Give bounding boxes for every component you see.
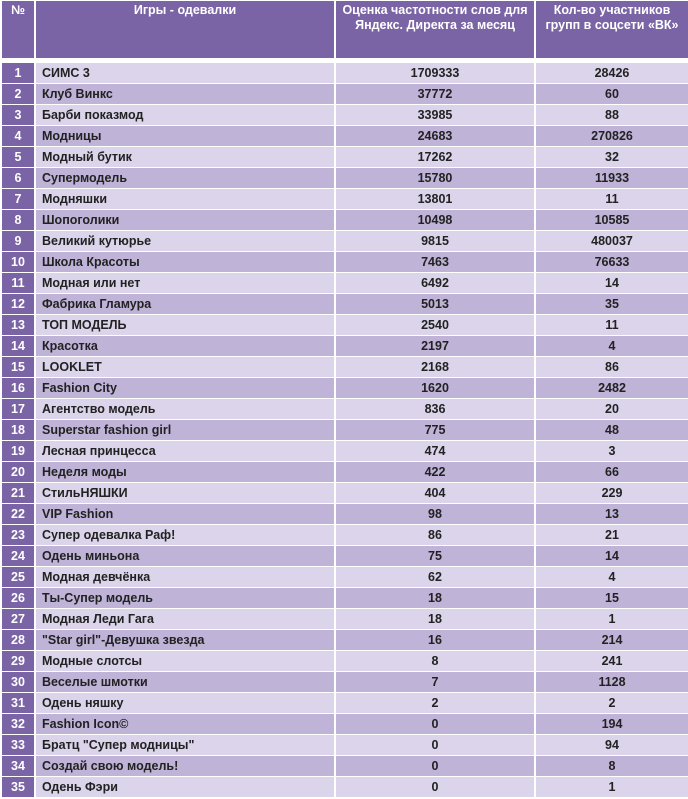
- frequency-value: 2540: [336, 315, 534, 335]
- row-number: 9: [2, 231, 34, 251]
- game-name: Супермодель: [36, 168, 334, 188]
- frequency-value: 775: [336, 420, 534, 440]
- game-name: Модная или нет: [36, 273, 334, 293]
- row-number: 28: [2, 630, 34, 650]
- frequency-value: 0: [336, 714, 534, 734]
- vk-members-value: 14: [536, 273, 688, 293]
- row-number: 25: [2, 567, 34, 587]
- row-number: 21: [2, 483, 34, 503]
- game-name: Шопоголики: [36, 210, 334, 230]
- row-number: 23: [2, 525, 34, 545]
- frequency-value: 8: [336, 651, 534, 671]
- header-frequency: Оценка частотности слов для Яндекс. Директа за месяц: [336, 1, 534, 58]
- game-name: Одень Фэри: [36, 777, 334, 797]
- table-row: [2, 651, 688, 671]
- game-name: Ты-Супер модель: [36, 588, 334, 608]
- row-number: 19: [2, 441, 34, 461]
- frequency-value: 0: [336, 777, 534, 797]
- table-row: [2, 420, 688, 440]
- row-number: 29: [2, 651, 34, 671]
- table-row: [2, 693, 688, 713]
- vk-members-value: 66: [536, 462, 688, 482]
- game-name: Модная девчёнка: [36, 567, 334, 587]
- vk-members-value: 214: [536, 630, 688, 650]
- row-number: 1: [2, 63, 34, 83]
- frequency-value: 1620: [336, 378, 534, 398]
- table-row: [2, 546, 688, 566]
- row-number: 27: [2, 609, 34, 629]
- game-name: Красотка: [36, 336, 334, 356]
- frequency-value: 7: [336, 672, 534, 692]
- frequency-value: 7463: [336, 252, 534, 272]
- game-name: Одень миньона: [36, 546, 334, 566]
- table-row: [2, 483, 688, 503]
- game-name: СИМС 3: [36, 63, 334, 83]
- frequency-value: 24683: [336, 126, 534, 146]
- table-row: [2, 210, 688, 230]
- table-row: [2, 399, 688, 419]
- table-row: [2, 735, 688, 755]
- row-number: 22: [2, 504, 34, 524]
- vk-members-value: 241: [536, 651, 688, 671]
- row-number: 2: [2, 84, 34, 104]
- vk-members-value: 1: [536, 609, 688, 629]
- vk-members-value: 3: [536, 441, 688, 461]
- vk-members-value: 28426: [536, 63, 688, 83]
- row-number: 3: [2, 105, 34, 125]
- row-number: 33: [2, 735, 34, 755]
- game-name: LOOKLET: [36, 357, 334, 377]
- table-body: [2, 63, 688, 797]
- frequency-value: 404: [336, 483, 534, 503]
- vk-members-value: 76633: [536, 252, 688, 272]
- game-name: Школа Красоты: [36, 252, 334, 272]
- vk-members-value: 4: [536, 567, 688, 587]
- frequency-value: 98: [336, 504, 534, 524]
- game-name: Модная Леди Гага: [36, 609, 334, 629]
- table-row: [2, 777, 688, 797]
- table-row: [2, 441, 688, 461]
- table-row: [2, 609, 688, 629]
- frequency-value: 0: [336, 756, 534, 776]
- row-number: 6: [2, 168, 34, 188]
- table-row: [2, 315, 688, 335]
- table-row: [2, 168, 688, 188]
- row-number: 13: [2, 315, 34, 335]
- vk-members-value: 4: [536, 336, 688, 356]
- game-name: Fashion City: [36, 378, 334, 398]
- game-name: Супер одевалка Раф!: [36, 525, 334, 545]
- table-row: [2, 462, 688, 482]
- table-row: [2, 252, 688, 272]
- vk-members-value: 11: [536, 189, 688, 209]
- game-name: Веселые шмотки: [36, 672, 334, 692]
- table-row: [2, 588, 688, 608]
- row-number: 17: [2, 399, 34, 419]
- vk-members-value: 48: [536, 420, 688, 440]
- vk-members-value: 14: [536, 546, 688, 566]
- game-name: Создай свою модель!: [36, 756, 334, 776]
- vk-members-value: 10585: [536, 210, 688, 230]
- table-row: [2, 630, 688, 650]
- frequency-value: 2197: [336, 336, 534, 356]
- row-number: 15: [2, 357, 34, 377]
- row-number: 26: [2, 588, 34, 608]
- frequency-value: 6492: [336, 273, 534, 293]
- frequency-value: 17262: [336, 147, 534, 167]
- game-name: Фабрика Гламура: [36, 294, 334, 314]
- vk-members-value: 229: [536, 483, 688, 503]
- frequency-value: 0: [336, 735, 534, 755]
- vk-members-value: 35: [536, 294, 688, 314]
- table-row: [2, 294, 688, 314]
- game-name: Superstar fashion girl: [36, 420, 334, 440]
- frequency-value: 474: [336, 441, 534, 461]
- game-name: Модный бутик: [36, 147, 334, 167]
- frequency-value: 2168: [336, 357, 534, 377]
- header-num: №: [2, 1, 34, 58]
- row-number: 16: [2, 378, 34, 398]
- table-row: [2, 84, 688, 104]
- game-name: Барби показмод: [36, 105, 334, 125]
- row-number: 34: [2, 756, 34, 776]
- table-row: [2, 714, 688, 734]
- game-name: Модницы: [36, 126, 334, 146]
- vk-members-value: 13: [536, 504, 688, 524]
- header-vk-members: Кол-во участников групп в соцсети «ВК»: [536, 1, 688, 58]
- game-name: Лесная принцесса: [36, 441, 334, 461]
- frequency-value: 1709333: [336, 63, 534, 83]
- row-number: 11: [2, 273, 34, 293]
- frequency-value: 18: [336, 588, 534, 608]
- game-name: Fashion Icon©: [36, 714, 334, 734]
- game-name: Одень няшку: [36, 693, 334, 713]
- row-number: 8: [2, 210, 34, 230]
- table-row: [2, 105, 688, 125]
- header-name: Игры - одевалки: [36, 1, 334, 58]
- game-name: Модные слотсы: [36, 651, 334, 671]
- row-number: 4: [2, 126, 34, 146]
- header-row: [2, 1, 688, 58]
- vk-members-value: 2482: [536, 378, 688, 398]
- game-name: Агентство модель: [36, 399, 334, 419]
- game-name: Братц "Супер модницы": [36, 735, 334, 755]
- frequency-value: 16: [336, 630, 534, 650]
- game-name: Великий кутюрье: [36, 231, 334, 251]
- table-row: [2, 126, 688, 146]
- frequency-value: 37772: [336, 84, 534, 104]
- row-number: 24: [2, 546, 34, 566]
- game-name: СтильНЯШКИ: [36, 483, 334, 503]
- game-name: ТОП МОДЕЛЬ: [36, 315, 334, 335]
- frequency-value: 2: [336, 693, 534, 713]
- spacer-cell: [2, 59, 688, 62]
- frequency-value: 422: [336, 462, 534, 482]
- frequency-value: 15780: [336, 168, 534, 188]
- table-row: [2, 525, 688, 545]
- table-row: [2, 273, 688, 293]
- table-row: [2, 147, 688, 167]
- row-number: 30: [2, 672, 34, 692]
- table-row: [2, 231, 688, 251]
- game-name: VIP Fashion: [36, 504, 334, 524]
- vk-members-value: 194: [536, 714, 688, 734]
- vk-members-value: 94: [536, 735, 688, 755]
- row-number: 10: [2, 252, 34, 272]
- row-number: 5: [2, 147, 34, 167]
- game-name: Клуб Винкс: [36, 84, 334, 104]
- row-number: 12: [2, 294, 34, 314]
- table-row: [2, 567, 688, 587]
- frequency-value: 13801: [336, 189, 534, 209]
- header-spacer: [2, 59, 688, 62]
- frequency-value: 86: [336, 525, 534, 545]
- table-row: [2, 756, 688, 776]
- table-row: [2, 672, 688, 692]
- vk-members-value: 1: [536, 777, 688, 797]
- game-name: Неделя моды: [36, 462, 334, 482]
- game-name: Модняшки: [36, 189, 334, 209]
- vk-members-value: 11: [536, 315, 688, 335]
- vk-members-value: 32: [536, 147, 688, 167]
- table-row: [2, 189, 688, 209]
- frequency-value: 18: [336, 609, 534, 629]
- table-row: [2, 63, 688, 83]
- table-row: [2, 336, 688, 356]
- row-number: 31: [2, 693, 34, 713]
- vk-members-value: 86: [536, 357, 688, 377]
- row-number: 20: [2, 462, 34, 482]
- vk-members-value: 11933: [536, 168, 688, 188]
- vk-members-value: 15: [536, 588, 688, 608]
- table-row: [2, 378, 688, 398]
- vk-members-value: 21: [536, 525, 688, 545]
- frequency-value: 9815: [336, 231, 534, 251]
- vk-members-value: 480037: [536, 231, 688, 251]
- vk-members-value: 88: [536, 105, 688, 125]
- row-number: 7: [2, 189, 34, 209]
- vk-members-value: 2: [536, 693, 688, 713]
- row-number: 32: [2, 714, 34, 734]
- frequency-value: 10498: [336, 210, 534, 230]
- table-row: [2, 504, 688, 524]
- vk-members-value: 20: [536, 399, 688, 419]
- game-name: "Star girl"-Девушка звезда: [36, 630, 334, 650]
- row-number: 18: [2, 420, 34, 440]
- vk-members-value: 270826: [536, 126, 688, 146]
- frequency-value: 33985: [336, 105, 534, 125]
- frequency-value: 836: [336, 399, 534, 419]
- vk-members-value: 1128: [536, 672, 688, 692]
- vk-members-value: 60: [536, 84, 688, 104]
- frequency-value: 75: [336, 546, 534, 566]
- row-number: 14: [2, 336, 34, 356]
- row-number: 35: [2, 777, 34, 797]
- frequency-value: 62: [336, 567, 534, 587]
- vk-members-value: 8: [536, 756, 688, 776]
- frequency-value: 5013: [336, 294, 534, 314]
- table-row: [2, 357, 688, 377]
